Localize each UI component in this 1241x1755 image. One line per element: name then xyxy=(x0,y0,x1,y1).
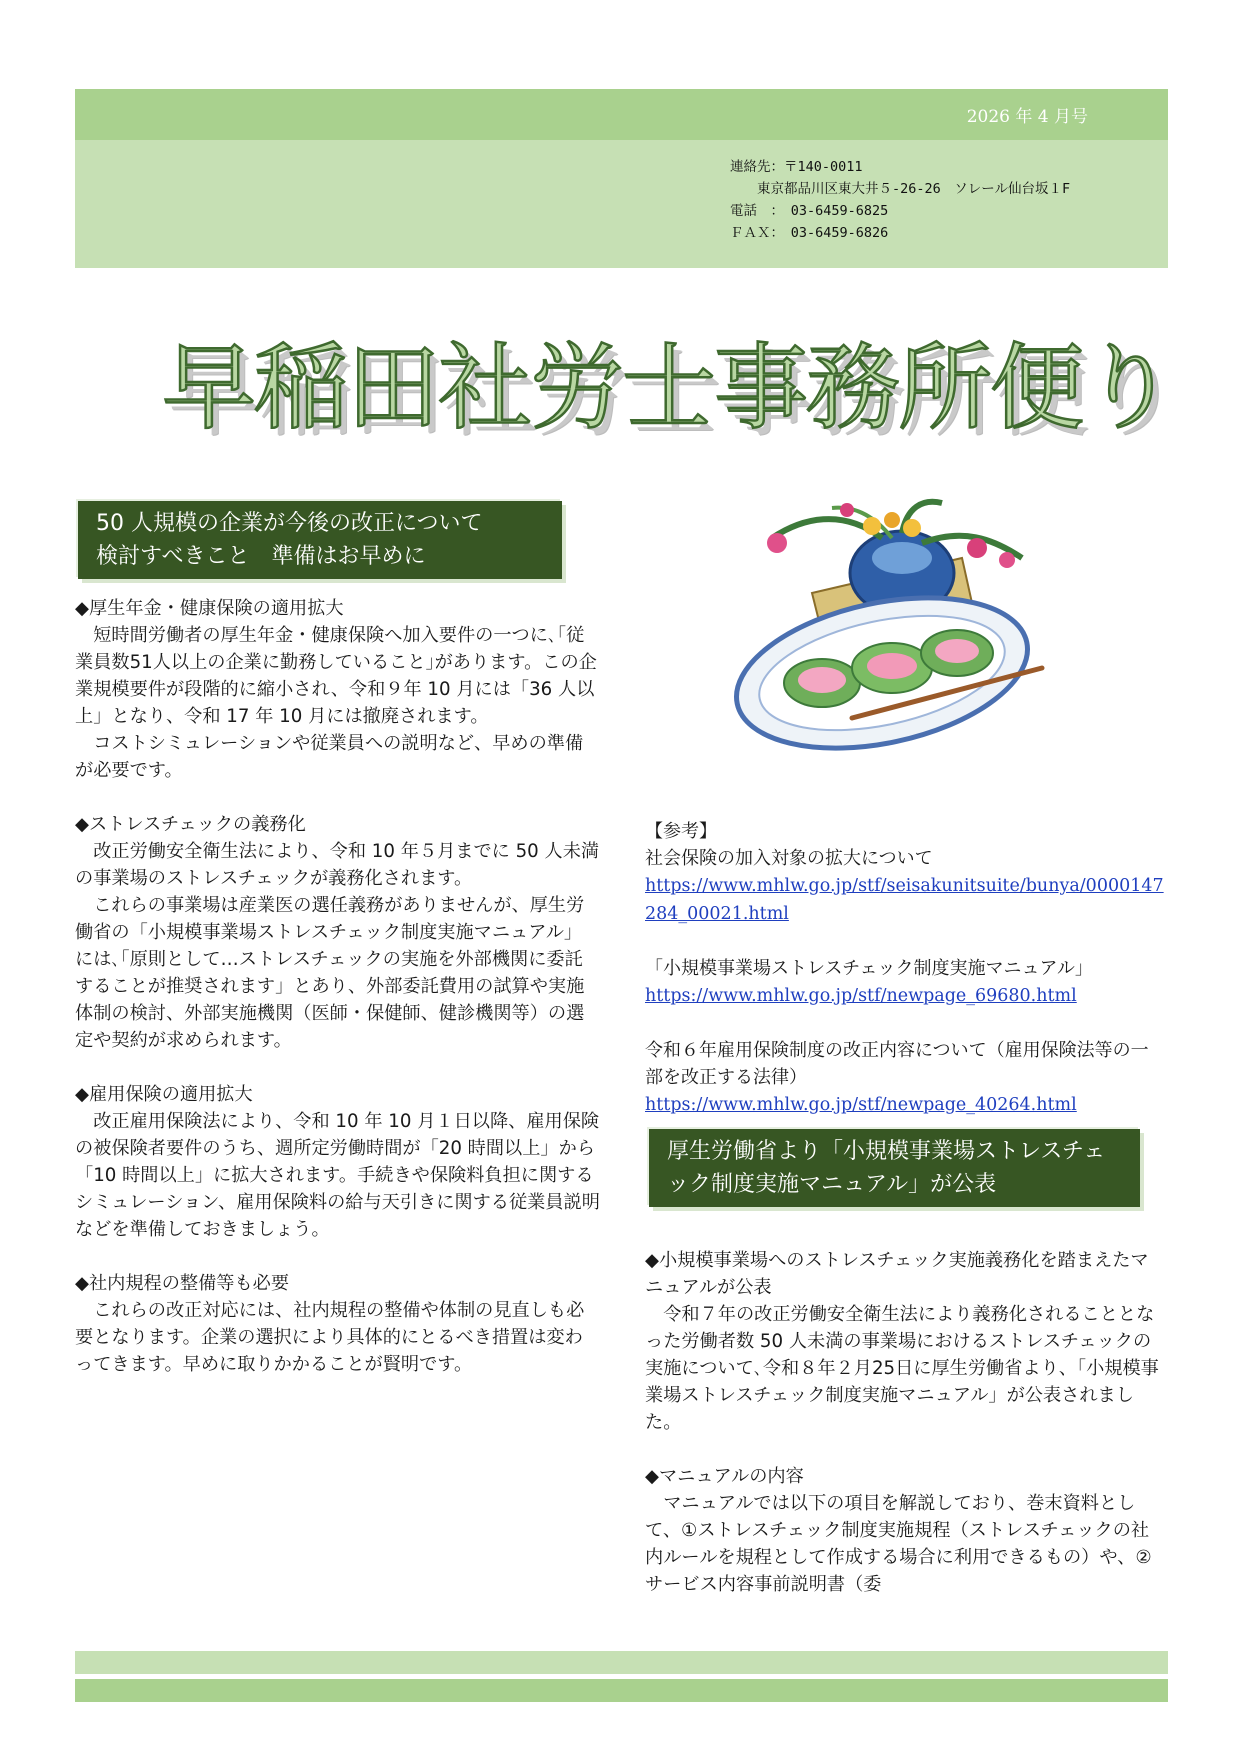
reference-title: 令和６年雇用保険制度の改正内容について（雇用保険法等の一部を改正する法律） xyxy=(645,1040,1149,1088)
reference-link[interactable]: https://www.mhlw.go.jp/stf/newpage_69680.html xyxy=(645,986,1077,1006)
reference-section xyxy=(645,818,1165,1119)
paragraph: 令和７年の改正労働安全衛生法により義務化されることとなった労働者数 50 人未満の事業場におけるストレスチェックの実施について､令和８年２月25日に厚生労働省より、「小規模事業場ストレスチェック制度実施マニュアル」が公表されました。 xyxy=(645,1304,1159,1433)
section-heading-left xyxy=(78,501,562,579)
subheading: ◆社内規程の整備等も必要 xyxy=(75,1273,290,1294)
paragraph: 改正労働安全衛生法により、令和 10 年５月までに 50 人未満の事業場のストレスチェックが義務化されます。 xyxy=(75,841,600,889)
subheading: ◆ストレスチェックの義務化 xyxy=(75,814,306,835)
footer-band xyxy=(75,1679,1168,1702)
section-heading-right: 厚生労働省より「小規模事業場ストレスチェック制度実施マニュアル」が公表 xyxy=(649,1129,1140,1207)
sakura-mochi-illustration xyxy=(732,498,1050,770)
contact-line: ＦＡＸ： 03-6459-6826 xyxy=(730,225,889,241)
reference-title: 「小規模事業場ストレスチェック制度実施マニュアル」 xyxy=(645,958,1093,979)
section-heading-line: 50 人規模の企業が今後の改正について xyxy=(96,511,483,536)
subheading: ◆厚生年金・健康保険の適用拡大 xyxy=(75,598,344,619)
left-column xyxy=(75,595,600,1378)
subheading: ◆マニュアルの内容 xyxy=(645,1466,804,1487)
contact-line: 電話 ： 03-6459-6825 xyxy=(730,203,889,219)
reference-title: 社会保険の加入対象の拡大について xyxy=(645,848,933,869)
footer-band xyxy=(75,1651,1168,1674)
contact-line: 東京都品川区東大井５-26-26 ソレール仙台坂１F xyxy=(730,181,1071,197)
contact-info xyxy=(730,156,1070,244)
contact-line: 連絡先：〒140-0011 xyxy=(730,159,863,175)
subheading: ◆雇用保険の適用拡大 xyxy=(75,1084,253,1105)
subheading: ◆小規模事業場へのストレスチェック実施義務化を踏まえたマニュアルが公表 xyxy=(645,1250,1149,1298)
paragraph: コストシミュレーションや従業員への説明など、早めの準備が必要です。 xyxy=(75,733,584,781)
section-heading-line: 検討すべきこと 準備はお早めに xyxy=(96,544,426,569)
newsletter-title: 早稲田社労士事務所便り xyxy=(162,334,1175,443)
reference-label: 【参考】 xyxy=(645,821,717,842)
paragraph: 改正雇用保険法により、令和 10 年 10 月１日以降、雇用保険の被保険者要件のうち、週所定労働時間が「20 時間以上」から「10 時間以上」に拡大されます。手続きや保険料負担に関するシミュレーション、雇用保険料の給与天引きに関する従業員説明などを準備しておきましょう。 xyxy=(75,1111,600,1240)
reference-link[interactable]: https://www.mhlw.go.jp/stf/newpage_40264.html xyxy=(645,1095,1077,1115)
reference-link[interactable]: https://www.mhlw.go.jp/stf/seisakunitsuite/bunya/0000147284_00021.html xyxy=(645,876,1164,924)
header-band xyxy=(75,89,1168,140)
issue-date: 2026 年 4 月号 xyxy=(966,107,1088,127)
paragraph: 短時間労働者の厚生年金・健康保険へ加入要件の一つに､｢従業員数51人以上の企業に勤務していること｣があります。この企業規模要件が段階的に縮小され、令和９年 10 月には「36 人以上」となり、令和 17 年 10 月には撤廃されます。 xyxy=(75,625,597,727)
right-column xyxy=(645,1247,1165,1598)
paragraph: これらの改正対応には、社内規程の整備や体制の見直しも必要となります。企業の選択により具体的にとるべき措置は変わってきます。早めに取りかかることが賢明です。 xyxy=(75,1300,585,1375)
paragraph: マニュアルでは以下の項目を解説しており、巻末資料として、①ストレスチェック制度実施規程（ストレスチェックの社内ルールを規程として作成する場合に利用できるもの）や、②サービス内容事前説明書（委 xyxy=(645,1493,1152,1595)
paragraph: これらの事業場は産業医の選任義務がありませんが、厚生労働省の「小規模事業場ストレスチェック制度実施マニュアル」には､｢原則として…ストレスチェックの実施を外部機関に委託することが推奨されます」とあり、外部委託費用の試算や実施体制の検討、外部実施機関（医師・保健師、健診機関等）の選定や契約が求められます。 xyxy=(75,895,585,1051)
contact-box xyxy=(75,140,1168,268)
